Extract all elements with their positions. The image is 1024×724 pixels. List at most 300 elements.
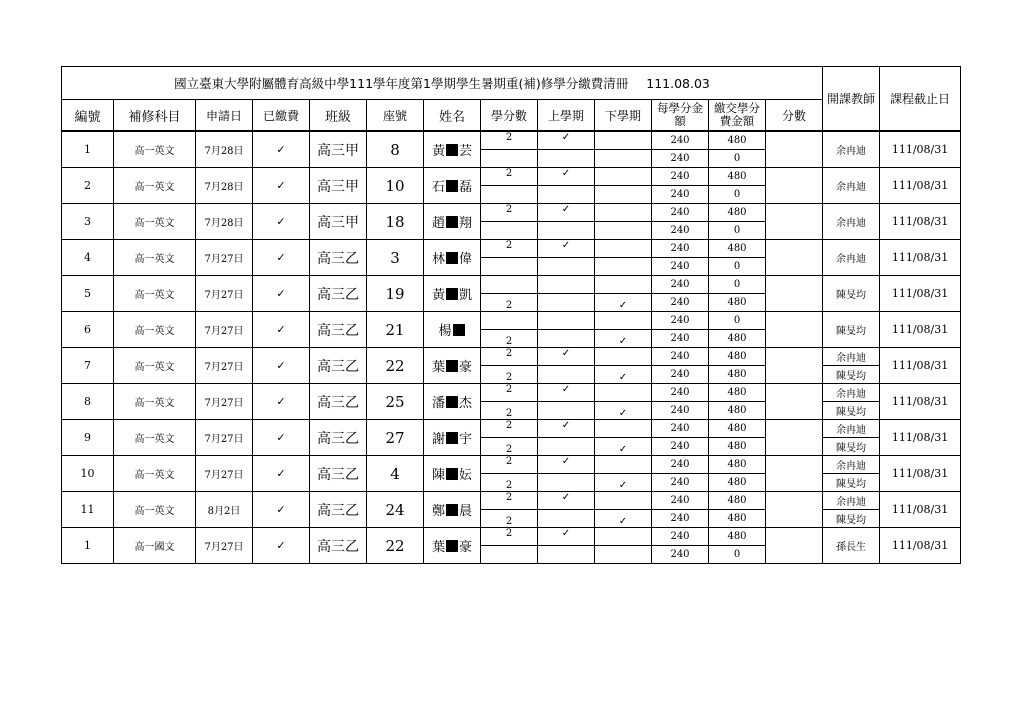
row-subject: 高一英文: [114, 276, 196, 312]
row-second-semester-check: [595, 492, 652, 510]
row-second-semester-check: [595, 240, 652, 258]
row-fee-total: 480: [709, 420, 766, 438]
row-teacher: 余冉迪: [823, 168, 880, 204]
row-fee-per-credit: 240: [652, 366, 709, 384]
row-first-semester-check: [538, 402, 595, 420]
row-apply-date: 7月27日: [196, 240, 253, 276]
row-deadline: 111/08/31: [880, 348, 961, 384]
redaction-block: [446, 360, 458, 372]
row-teacher: 余冉迪: [823, 131, 880, 168]
row-credits: [481, 222, 538, 240]
row-deadline: 111/08/31: [880, 131, 961, 168]
row-fee-per-credit: 240: [652, 186, 709, 204]
row-credits: [481, 150, 538, 168]
name-first-char: 林: [431, 252, 445, 267]
row-fee-total: 480: [709, 474, 766, 492]
row-credits: 2: [481, 420, 538, 438]
row-first-semester-check: [538, 330, 595, 348]
row-score: [766, 204, 823, 240]
row-deadline: 111/08/31: [880, 276, 961, 312]
row-index: 11: [62, 492, 114, 528]
row-first-semester-check: [538, 294, 595, 312]
row-second-semester-check: [595, 204, 652, 222]
row-credits: 2: [481, 402, 538, 420]
row-fee-per-credit: 240: [652, 438, 709, 456]
row-apply-date: 7月27日: [196, 456, 253, 492]
row-apply-date: 7月27日: [196, 384, 253, 420]
row-first-semester-check: [538, 510, 595, 528]
row-name: [424, 276, 481, 312]
row-first-semester-check: [538, 312, 595, 330]
row-class: 高三乙: [310, 312, 367, 348]
row-index: 1: [62, 131, 114, 168]
row-teacher: 孫長生: [823, 528, 880, 564]
row-deadline: 111/08/31: [880, 528, 961, 564]
row-credits: 2: [481, 384, 538, 402]
row-name: [424, 492, 481, 528]
row-index: 10: [62, 456, 114, 492]
row-credits: 2: [481, 348, 538, 366]
row-class: 高三乙: [310, 384, 367, 420]
row-score: [766, 240, 823, 276]
name-last-char: 偉: [459, 252, 473, 267]
row-seat: 19: [367, 276, 424, 312]
row-seat: 4: [367, 456, 424, 492]
table-row: [62, 420, 961, 438]
row-name: [424, 420, 481, 456]
row-second-semester-check: [595, 131, 652, 150]
row-teacher-second: 陳旻均: [823, 510, 880, 528]
row-seat: 18: [367, 204, 424, 240]
row-apply-date: 7月28日: [196, 168, 253, 204]
row-fee-per-credit: 240: [652, 168, 709, 186]
row-second-semester-check: [595, 168, 652, 186]
header-name: 姓名: [424, 100, 481, 132]
name-first-char: 潘: [431, 396, 445, 411]
redaction-block: [453, 324, 465, 336]
row-class: 高三乙: [310, 528, 367, 564]
redaction-block: [446, 288, 458, 300]
table-row: [62, 312, 961, 330]
row-credits: 2: [481, 204, 538, 222]
name-first-char: 趙: [431, 216, 445, 231]
name-first-char: 謝: [431, 432, 445, 447]
row-teacher: 陳旻均: [823, 312, 880, 348]
row-credits: 2: [481, 438, 538, 456]
row-paid-check: ✓: [253, 276, 310, 312]
row-index: 6: [62, 312, 114, 348]
row-second-semester-check: [595, 384, 652, 402]
row-teacher-second: 陳旻均: [823, 366, 880, 384]
row-fee-per-credit: 240: [652, 258, 709, 276]
row-first-semester-check: ✓: [538, 131, 595, 150]
row-credits: 2: [481, 240, 538, 258]
row-fee-per-credit: 240: [652, 456, 709, 474]
row-teacher: 余冉迪: [823, 348, 880, 366]
row-first-semester-check: ✓: [538, 492, 595, 510]
header-subject: 補修科目: [114, 100, 196, 132]
row-fee-total: 480: [709, 510, 766, 528]
row-subject: 高一英文: [114, 204, 196, 240]
header-fee-total: 繳交學分費金額: [709, 100, 766, 132]
table-row: [62, 276, 961, 294]
row-fee-total: 480: [709, 492, 766, 510]
redaction-block: [446, 216, 458, 228]
row-fee-per-credit: 240: [652, 204, 709, 222]
redaction-block: [446, 180, 458, 192]
row-first-semester-check: ✓: [538, 456, 595, 474]
redaction-block: [446, 540, 458, 552]
table-row: [62, 528, 961, 546]
row-fee-per-credit: 240: [652, 312, 709, 330]
row-first-semester-check: ✓: [538, 384, 595, 402]
row-fee-total: 480: [709, 204, 766, 222]
row-subject: 高一英文: [114, 492, 196, 528]
row-apply-date: 7月27日: [196, 528, 253, 564]
row-second-semester-check: [595, 222, 652, 240]
row-second-semester-check: ✓: [595, 294, 652, 312]
redaction-block: [446, 396, 458, 408]
redaction-block: [446, 504, 458, 516]
row-credits: 2: [481, 294, 538, 312]
row-paid-check: ✓: [253, 384, 310, 420]
name-first-char: 黃: [431, 288, 445, 303]
row-name: [424, 348, 481, 384]
row-fee-total: 0: [709, 546, 766, 564]
row-name: [424, 528, 481, 564]
table-row: [62, 240, 961, 258]
row-first-semester-check: ✓: [538, 420, 595, 438]
row-fee-total: 480: [709, 402, 766, 420]
row-fee-total: 480: [709, 348, 766, 366]
table-row: [62, 492, 961, 510]
row-apply-date: 7月27日: [196, 312, 253, 348]
row-fee-total: 480: [709, 456, 766, 474]
row-paid-check: ✓: [253, 348, 310, 384]
row-second-semester-check: ✓: [595, 510, 652, 528]
name-last-char: 芸: [459, 144, 473, 159]
row-credits: [481, 258, 538, 276]
row-apply-date: 7月27日: [196, 276, 253, 312]
table-row: [62, 168, 961, 186]
row-fee-total: 480: [709, 131, 766, 150]
name-first-char: 黃: [431, 144, 445, 159]
row-first-semester-check: [538, 366, 595, 384]
name-first-char: 石: [431, 180, 445, 195]
row-credits: 2: [481, 528, 538, 546]
row-fee-per-credit: 240: [652, 240, 709, 258]
row-fee-total: 480: [709, 438, 766, 456]
row-fee-total: 0: [709, 258, 766, 276]
row-deadline: 111/08/31: [880, 384, 961, 420]
row-second-semester-check: [595, 456, 652, 474]
table-row: [62, 204, 961, 222]
redaction-block: [446, 144, 458, 156]
header-paid: 已繳費: [253, 100, 310, 132]
row-paid-check: ✓: [253, 528, 310, 564]
name-last-char: 杰: [459, 396, 473, 411]
row-class: 高三乙: [310, 276, 367, 312]
row-fee-total: 480: [709, 528, 766, 546]
row-paid-check: ✓: [253, 204, 310, 240]
row-paid-check: ✓: [253, 312, 310, 348]
row-credits: [481, 186, 538, 204]
row-deadline: 111/08/31: [880, 492, 961, 528]
title-date: 111.08.03: [646, 76, 710, 91]
row-class: 高三甲: [310, 131, 367, 168]
row-second-semester-check: ✓: [595, 438, 652, 456]
row-index: 4: [62, 240, 114, 276]
row-fee-total: 0: [709, 150, 766, 168]
row-second-semester-check: [595, 150, 652, 168]
row-score: [766, 456, 823, 492]
row-paid-check: ✓: [253, 168, 310, 204]
name-first-char: 鄭: [431, 504, 445, 519]
table-row: [62, 348, 961, 366]
row-name: [424, 456, 481, 492]
row-paid-check: ✓: [253, 240, 310, 276]
row-apply-date: 7月27日: [196, 348, 253, 384]
row-index: 7: [62, 348, 114, 384]
row-subject: 高一英文: [114, 312, 196, 348]
row-teacher-second: 陳旻均: [823, 474, 880, 492]
row-second-semester-check: ✓: [595, 474, 652, 492]
row-index: 2: [62, 168, 114, 204]
row-credits: 2: [481, 168, 538, 186]
row-paid-check: ✓: [253, 456, 310, 492]
row-seat: 21: [367, 312, 424, 348]
row-credits: 2: [481, 456, 538, 474]
row-fee-per-credit: 240: [652, 510, 709, 528]
row-teacher: 陳旻均: [823, 276, 880, 312]
row-name: [424, 240, 481, 276]
header-index: 編號: [62, 100, 114, 132]
row-class: 高三乙: [310, 348, 367, 384]
row-subject: 高一國文: [114, 528, 196, 564]
row-subject: 高一英文: [114, 131, 196, 168]
row-score: [766, 168, 823, 204]
row-index: 9: [62, 420, 114, 456]
row-apply-date: 7月28日: [196, 131, 253, 168]
row-teacher: 余冉迪: [823, 456, 880, 474]
header-score: 分數: [766, 100, 823, 132]
row-fee-per-credit: 240: [652, 420, 709, 438]
row-index: 8: [62, 384, 114, 420]
row-first-semester-check: [538, 276, 595, 294]
row-deadline: 111/08/31: [880, 204, 961, 240]
row-class: 高三甲: [310, 168, 367, 204]
row-fee-per-credit: 240: [652, 474, 709, 492]
row-fee-total: 0: [709, 186, 766, 204]
row-name: [424, 131, 481, 168]
header-apply-date: 申請日: [196, 100, 253, 132]
row-score: [766, 492, 823, 528]
row-paid-check: ✓: [253, 420, 310, 456]
row-first-semester-check: ✓: [538, 168, 595, 186]
row-second-semester-check: ✓: [595, 366, 652, 384]
row-deadline: 111/08/31: [880, 168, 961, 204]
row-fee-total: 480: [709, 294, 766, 312]
redaction-block: [446, 468, 458, 480]
row-index: 5: [62, 276, 114, 312]
row-fee-total: 480: [709, 330, 766, 348]
row-subject: 高一英文: [114, 420, 196, 456]
row-fee-total: 480: [709, 384, 766, 402]
name-last-char: 磊: [459, 180, 473, 195]
row-second-semester-check: [595, 528, 652, 546]
row-score: [766, 528, 823, 564]
row-deadline: 111/08/31: [880, 312, 961, 348]
header-first-semester: 上學期: [538, 100, 595, 132]
row-score: [766, 348, 823, 384]
fee-register-table: [61, 66, 961, 564]
row-index: 3: [62, 204, 114, 240]
row-class: 高三乙: [310, 420, 367, 456]
row-seat: 22: [367, 348, 424, 384]
row-subject: 高一英文: [114, 456, 196, 492]
row-credits: 2: [481, 492, 538, 510]
row-second-semester-check: [595, 420, 652, 438]
row-score: [766, 276, 823, 312]
row-score: [766, 131, 823, 168]
row-fee-total: 480: [709, 366, 766, 384]
redaction-block: [446, 252, 458, 264]
row-subject: 高一英文: [114, 240, 196, 276]
row-seat: 25: [367, 384, 424, 420]
row-score: [766, 384, 823, 420]
sheet-title: [62, 67, 823, 100]
row-teacher: 余冉迪: [823, 240, 880, 276]
row-fee-per-credit: 240: [652, 528, 709, 546]
row-credits: 2: [481, 510, 538, 528]
row-score: [766, 420, 823, 456]
row-name: [424, 168, 481, 204]
header-seat: 座號: [367, 100, 424, 132]
row-first-semester-check: [538, 222, 595, 240]
row-teacher: 余冉迪: [823, 384, 880, 402]
row-second-semester-check: [595, 186, 652, 204]
header-fee-per-credit: 每學分金額: [652, 100, 709, 132]
name-last-char: 凱: [459, 288, 473, 303]
name-last-char: 妘: [459, 468, 473, 483]
row-first-semester-check: ✓: [538, 240, 595, 258]
row-first-semester-check: [538, 438, 595, 456]
row-second-semester-check: [595, 546, 652, 564]
row-deadline: 111/08/31: [880, 420, 961, 456]
row-credits: [481, 312, 538, 330]
row-teacher-second: 陳旻均: [823, 438, 880, 456]
row-fee-per-credit: 240: [652, 294, 709, 312]
row-class: 高三乙: [310, 240, 367, 276]
row-apply-date: 8月2日: [196, 492, 253, 528]
name-first-char: 葉: [431, 540, 445, 555]
table-row: [62, 131, 961, 150]
row-index: 1: [62, 528, 114, 564]
row-second-semester-check: [595, 312, 652, 330]
row-score: [766, 312, 823, 348]
row-seat: 10: [367, 168, 424, 204]
row-fee-per-credit: 240: [652, 222, 709, 240]
row-subject: 高一英文: [114, 348, 196, 384]
row-first-semester-check: [538, 186, 595, 204]
header-deadline: 課程截止日: [880, 67, 961, 132]
row-fee-per-credit: 240: [652, 150, 709, 168]
table-row: [62, 384, 961, 402]
row-fee-per-credit: 240: [652, 384, 709, 402]
row-credits: 2: [481, 131, 538, 150]
row-deadline: 111/08/31: [880, 240, 961, 276]
title-text: 國立臺東大學附屬體育高級中學111學年度第1學期學生暑期重(補)修學分繳費清冊: [174, 76, 629, 91]
row-first-semester-check: [538, 546, 595, 564]
row-credits: 2: [481, 366, 538, 384]
header-class: 班級: [310, 100, 367, 132]
row-fee-total: 0: [709, 276, 766, 294]
name-last-char: 晨: [459, 504, 473, 519]
row-fee-per-credit: 240: [652, 492, 709, 510]
name-last-char: 豪: [459, 360, 473, 375]
row-name: [424, 312, 481, 348]
table-body: [62, 131, 961, 564]
header-credits: 學分數: [481, 100, 538, 132]
row-fee-total: 480: [709, 168, 766, 186]
row-seat: 3: [367, 240, 424, 276]
row-first-semester-check: ✓: [538, 528, 595, 546]
name-last-char: 宇: [459, 432, 473, 447]
redaction-block: [446, 432, 458, 444]
row-fee-per-credit: 240: [652, 131, 709, 150]
name-first-char: 葉: [431, 360, 445, 375]
header-second-semester: 下學期: [595, 100, 652, 132]
row-first-semester-check: [538, 150, 595, 168]
row-second-semester-check: ✓: [595, 402, 652, 420]
row-first-semester-check: [538, 474, 595, 492]
row-name: [424, 204, 481, 240]
row-class: 高三乙: [310, 456, 367, 492]
row-fee-per-credit: 240: [652, 402, 709, 420]
row-fee-per-credit: 240: [652, 348, 709, 366]
row-fee-per-credit: 240: [652, 546, 709, 564]
row-seat: 27: [367, 420, 424, 456]
name-first-char: 楊: [438, 324, 452, 339]
name-last-char: 豪: [459, 540, 473, 555]
row-seat: 22: [367, 528, 424, 564]
row-paid-check: ✓: [253, 492, 310, 528]
row-apply-date: 7月27日: [196, 420, 253, 456]
row-first-semester-check: ✓: [538, 348, 595, 366]
name-last-char: 翔: [459, 216, 473, 231]
row-credits: 2: [481, 474, 538, 492]
row-class: 高三乙: [310, 492, 367, 528]
row-apply-date: 7月28日: [196, 204, 253, 240]
row-fee-per-credit: 240: [652, 330, 709, 348]
row-name: [424, 384, 481, 420]
row-teacher: 余冉迪: [823, 492, 880, 510]
row-paid-check: ✓: [253, 131, 310, 168]
row-second-semester-check: [595, 258, 652, 276]
row-seat: 8: [367, 131, 424, 168]
row-first-semester-check: [538, 258, 595, 276]
row-fee-total: 480: [709, 240, 766, 258]
row-credits: [481, 546, 538, 564]
row-second-semester-check: [595, 348, 652, 366]
row-teacher: 余冉迪: [823, 204, 880, 240]
row-teacher-second: 陳旻均: [823, 402, 880, 420]
row-class: 高三甲: [310, 204, 367, 240]
row-fee-total: 0: [709, 222, 766, 240]
row-fee-total: 0: [709, 312, 766, 330]
row-second-semester-check: [595, 276, 652, 294]
row-seat: 24: [367, 492, 424, 528]
